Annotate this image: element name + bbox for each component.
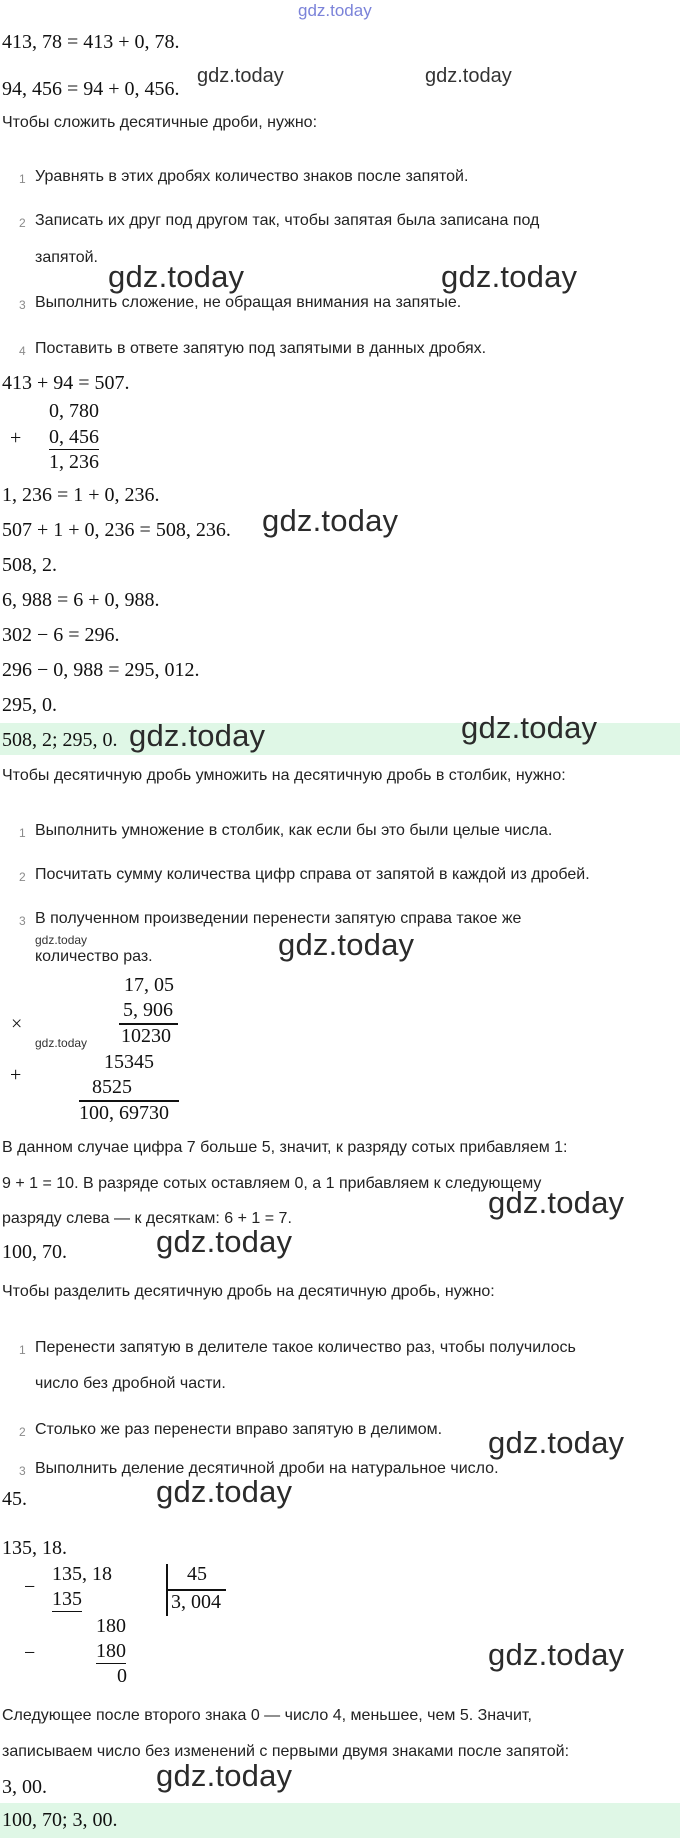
- addition-answer: 508, 2; 295, 0.: [2, 729, 118, 751]
- step-number: 3: [19, 1464, 26, 1478]
- column-plus-sign: +: [10, 427, 22, 449]
- multiplication-step-2: Посчитать сумму количества цифр справа от запятой в каждой из дробей.: [35, 866, 590, 883]
- column-partial-1: 10230: [121, 1025, 171, 1047]
- addition-eq-4: 508, 2.: [2, 554, 57, 576]
- division-note-1: Следующее после второго знака 0 — число 4, меньшее, чем 5. Значит,: [2, 1707, 532, 1724]
- division-step-1: Перенести запятую в делителе такое количество раз, чтобы получилось: [35, 1339, 576, 1356]
- watermark: gdz.today: [35, 1036, 88, 1050]
- column-addend-2: 0, 456: [49, 426, 99, 448]
- division-rule-title: Чтобы разделить десятичную дробь на десятичную дробь, нужно:: [2, 1283, 495, 1300]
- addition-example-1: 413, 78 = 413 + 0, 78.: [2, 31, 180, 53]
- step-number: 1: [19, 172, 26, 186]
- addition-step-3: Выполнить сложение, не обращая внимания на запятые.: [35, 294, 462, 311]
- multiplication-rule-title: Чтобы десятичную дробь умножить на десятичную дробь в столбик, нужно:: [2, 767, 566, 784]
- division-subtrahend-1: 135: [52, 1588, 82, 1610]
- division-note-2: записываем число без изменений с первыми двумя знаками после запятой:: [2, 1743, 570, 1760]
- watermark: gdz.today: [156, 1224, 293, 1259]
- addition-eq-2: 1, 236 = 1 + 0, 236.: [2, 484, 160, 506]
- watermark: gdz.today: [488, 1637, 625, 1672]
- step-number: 1: [19, 826, 26, 840]
- division-remainder-1: 180: [96, 1615, 126, 1637]
- watermark: gdz.today: [488, 1425, 625, 1460]
- watermark: gdz.today: [156, 1474, 293, 1509]
- watermark: gdz.today: [441, 259, 578, 294]
- division-step-3: Выполнить деление десятичной дроби на натуральное число.: [35, 1460, 499, 1477]
- multiplication-note-1: В данном случае цифра 7 больше 5, значит, к разряду сотых прибавляем 1:: [2, 1139, 568, 1156]
- step-number: 4: [19, 344, 26, 358]
- addition-eq-6: 302 − 6 = 296.: [2, 624, 120, 646]
- column-partial-2: 15345: [104, 1051, 154, 1073]
- addition-step-2-cont: запятой.: [35, 249, 98, 266]
- addition-eq-3: 507 + 1 + 0, 236 = 508, 236.: [2, 519, 231, 541]
- watermark: gdz.today: [262, 503, 399, 538]
- addition-step-4: Поставить в ответе запятую под запятыми в данных дробях.: [35, 340, 487, 357]
- column-factor-2: 5, 906: [123, 999, 173, 1021]
- division-eq-1: 45.: [2, 1488, 27, 1510]
- multiplication-step-3: В полученном произведении перенести запятую справа такое же: [35, 910, 522, 927]
- division-step-1-cont: число без дробной части.: [35, 1375, 226, 1392]
- addition-rule-title: Чтобы сложить десятичные дроби, нужно:: [2, 114, 318, 131]
- column-times-sign: ×: [11, 1013, 23, 1035]
- division-step-2: Столько же раз перенести вправо запятую в делимом.: [35, 1421, 443, 1438]
- multiplication-step-1: Выполнить умножение в столбик, как если бы это были целые числа.: [35, 822, 553, 839]
- addition-step-2: Записать их друг под другом так, чтобы запятая была записана под: [35, 212, 540, 229]
- addition-eq-5: 6, 988 = 6 + 0, 988.: [2, 589, 160, 611]
- addition-eq-1: 413 + 94 = 507.: [2, 372, 130, 394]
- division-dividend: 135, 18: [52, 1563, 112, 1585]
- step-number: 2: [19, 870, 26, 884]
- watermark: gdz.today: [35, 933, 88, 947]
- division-divisor: 45: [187, 1563, 207, 1585]
- watermark: gdz.today: [488, 1185, 625, 1220]
- step-number: 3: [19, 914, 26, 928]
- step-number: 2: [19, 216, 26, 230]
- column-addend-1: 0, 780: [49, 400, 99, 422]
- multiplication-note-3: разряду слева — к десяткам: 6 + 1 = 7.: [2, 1210, 292, 1227]
- column-product: 100, 69730: [79, 1102, 169, 1124]
- multiplication-eq-1: 100, 70.: [2, 1241, 67, 1263]
- addition-step-1: Уравнять в этих дробях количество знаков после запятой.: [35, 168, 469, 185]
- division-minus-sign: −: [24, 1642, 36, 1664]
- division-quotient: 3, 004: [171, 1591, 221, 1613]
- multiplication-note-2: 9 + 1 = 10. В разряде сотых оставляем 0, а 1 прибавляем к следующему: [2, 1175, 542, 1192]
- watermark: gdz.today: [108, 259, 245, 294]
- column-sum: 1, 236: [49, 451, 99, 473]
- watermark: gdz.today: [197, 65, 284, 87]
- watermark: gdz.today: [156, 1758, 293, 1793]
- watermark-top: gdz.today: [298, 1, 372, 20]
- column-partial-3: 8525: [92, 1076, 132, 1098]
- watermark: gdz.today: [461, 710, 598, 745]
- multiplication-step-3-cont: количество раз.: [35, 948, 153, 965]
- addition-eq-7: 296 − 0, 988 = 295, 012.: [2, 659, 200, 681]
- watermark: gdz.today: [425, 65, 512, 87]
- division-eq-2: 135, 18.: [2, 1537, 67, 1559]
- division-minus-sign: −: [24, 1576, 36, 1598]
- watermark: gdz.today: [278, 927, 415, 962]
- column-factor-1: 17, 05: [124, 974, 174, 996]
- addition-eq-8: 295, 0.: [2, 694, 57, 716]
- addition-example-2: 94, 456 = 94 + 0, 456.: [2, 78, 180, 100]
- division-eq-3: 3, 00.: [2, 1776, 47, 1798]
- step-number: 2: [19, 1425, 26, 1439]
- division-subtrahend-2: 180: [96, 1640, 126, 1662]
- column-plus-sign: +: [10, 1064, 22, 1086]
- step-number: 1: [19, 1343, 26, 1357]
- step-number: 3: [19, 298, 26, 312]
- division-answer: 100, 70; 3, 00.: [2, 1809, 118, 1831]
- division-remainder-2: 0: [117, 1665, 127, 1687]
- watermark: gdz.today: [129, 718, 266, 753]
